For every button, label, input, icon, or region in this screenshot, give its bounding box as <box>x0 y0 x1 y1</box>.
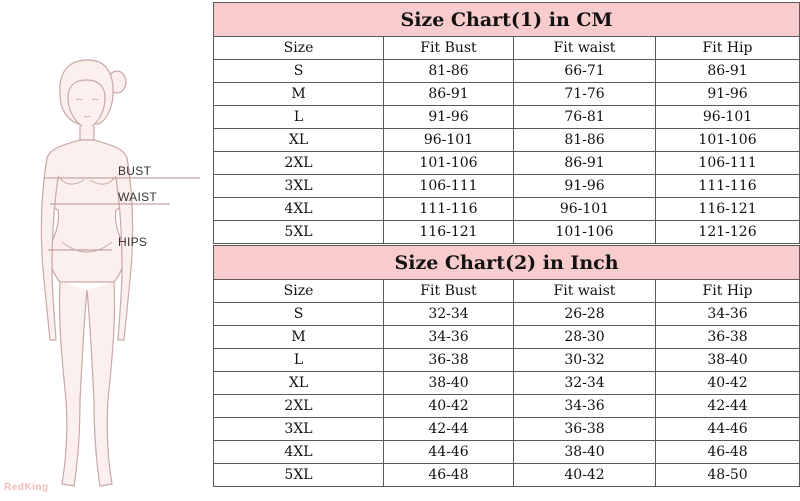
measurement-cell: 111-116 <box>384 198 514 221</box>
table-row <box>214 349 800 372</box>
table-row <box>214 441 800 464</box>
column-header: Size <box>214 280 384 303</box>
measurement-cell: 71-76 <box>514 83 656 106</box>
size-cell: L <box>214 106 384 129</box>
measurement-cell: 30-32 <box>514 349 656 372</box>
measurement-cell: 36-38 <box>656 326 800 349</box>
measurement-cell: 101-106 <box>384 152 514 175</box>
chart-title: Size Chart(1) in CM <box>214 3 800 37</box>
header-row <box>214 37 800 60</box>
watermark-text: RedKing <box>4 482 49 493</box>
column-header: Fit waist <box>514 37 656 60</box>
measurement-cell: 76-81 <box>514 106 656 129</box>
measurement-cell: 81-86 <box>514 129 656 152</box>
measurement-cell: 32-34 <box>514 372 656 395</box>
size-cell: XL <box>214 372 384 395</box>
waist-label: WAIST <box>118 190 158 204</box>
female-figure-illustration <box>0 0 213 501</box>
size-cell: 3XL <box>214 175 384 198</box>
measurement-cell: 38-40 <box>656 349 800 372</box>
column-header: Fit Bust <box>384 37 514 60</box>
measurement-cell: 91-96 <box>514 175 656 198</box>
measurement-cell: 32-34 <box>384 303 514 326</box>
measurement-cell: 66-71 <box>514 60 656 83</box>
table-row <box>214 106 800 129</box>
measurement-cell: 36-38 <box>384 349 514 372</box>
measurement-cell: 38-40 <box>384 372 514 395</box>
table-row <box>214 198 800 221</box>
hips-label: HIPS <box>118 235 148 249</box>
measurement-cell: 96-101 <box>656 106 800 129</box>
measurement-cell: 40-42 <box>514 464 656 487</box>
size-cell: 3XL <box>214 418 384 441</box>
size-chart-inch <box>213 245 800 487</box>
column-header: Fit Bust <box>384 280 514 303</box>
size-cell: M <box>214 83 384 106</box>
size-cell: L <box>214 349 384 372</box>
measurement-cell: 46-48 <box>656 441 800 464</box>
column-header: Fit Hip <box>656 280 800 303</box>
measurement-cell: 26-28 <box>514 303 656 326</box>
table-row <box>214 303 800 326</box>
column-header: Fit Hip <box>656 37 800 60</box>
size-cell: 2XL <box>214 152 384 175</box>
measurement-cell: 38-40 <box>514 441 656 464</box>
table-row <box>214 372 800 395</box>
size-cell: S <box>214 60 384 83</box>
measurement-cell: 101-106 <box>656 129 800 152</box>
table-row <box>214 464 800 487</box>
size-cell: 4XL <box>214 441 384 464</box>
table-row <box>214 326 800 349</box>
table-row <box>214 152 800 175</box>
column-header: Fit waist <box>514 280 656 303</box>
measurement-cell: 42-44 <box>384 418 514 441</box>
measurement-cell: 34-36 <box>656 303 800 326</box>
measurement-cell: 44-46 <box>656 418 800 441</box>
measurement-cell: 86-91 <box>384 83 514 106</box>
measurement-cell: 101-106 <box>514 221 656 244</box>
title-row <box>214 3 800 37</box>
size-cell: M <box>214 326 384 349</box>
size-cell: 5XL <box>214 464 384 487</box>
measurement-cell: 48-50 <box>656 464 800 487</box>
size-cell: S <box>214 303 384 326</box>
measurement-cell: 81-86 <box>384 60 514 83</box>
measurement-cell: 106-111 <box>384 175 514 198</box>
body-measurement-figure <box>0 0 213 501</box>
measurement-cell: 96-101 <box>514 198 656 221</box>
measurement-cell: 34-36 <box>514 395 656 418</box>
size-chart-cm <box>213 2 800 244</box>
chart-title: Size Chart(2) in Inch <box>214 246 800 280</box>
measurement-cell: 40-42 <box>384 395 514 418</box>
measurement-cell: 86-91 <box>514 152 656 175</box>
size-cell: 4XL <box>214 198 384 221</box>
table-row <box>214 129 800 152</box>
measurement-cell: 28-30 <box>514 326 656 349</box>
table-row <box>214 60 800 83</box>
table-row <box>214 83 800 106</box>
measurement-cell: 91-96 <box>656 83 800 106</box>
measurement-cell: 42-44 <box>656 395 800 418</box>
table-row <box>214 175 800 198</box>
size-cell: XL <box>214 129 384 152</box>
measurement-cell: 91-96 <box>384 106 514 129</box>
measurement-cell: 106-111 <box>656 152 800 175</box>
measurement-cell: 46-48 <box>384 464 514 487</box>
table-body <box>214 303 800 487</box>
table-row <box>214 418 800 441</box>
measurement-cell: 86-91 <box>656 60 800 83</box>
measurement-cell: 116-121 <box>656 198 800 221</box>
bust-label: BUST <box>118 164 152 178</box>
size-cell: 2XL <box>214 395 384 418</box>
measurement-cell: 96-101 <box>384 129 514 152</box>
measurement-cell: 44-46 <box>384 441 514 464</box>
header-row <box>214 280 800 303</box>
column-header: Size <box>214 37 384 60</box>
measurement-cell: 34-36 <box>384 326 514 349</box>
measurement-cell: 36-38 <box>514 418 656 441</box>
size-cell: 5XL <box>214 221 384 244</box>
table-row <box>214 395 800 418</box>
table-row <box>214 221 800 244</box>
measurement-cell: 111-116 <box>656 175 800 198</box>
table-body <box>214 60 800 244</box>
measurement-cell: 116-121 <box>384 221 514 244</box>
measurement-cell: 40-42 <box>656 372 800 395</box>
measurement-cell: 121-126 <box>656 221 800 244</box>
title-row <box>214 246 800 280</box>
